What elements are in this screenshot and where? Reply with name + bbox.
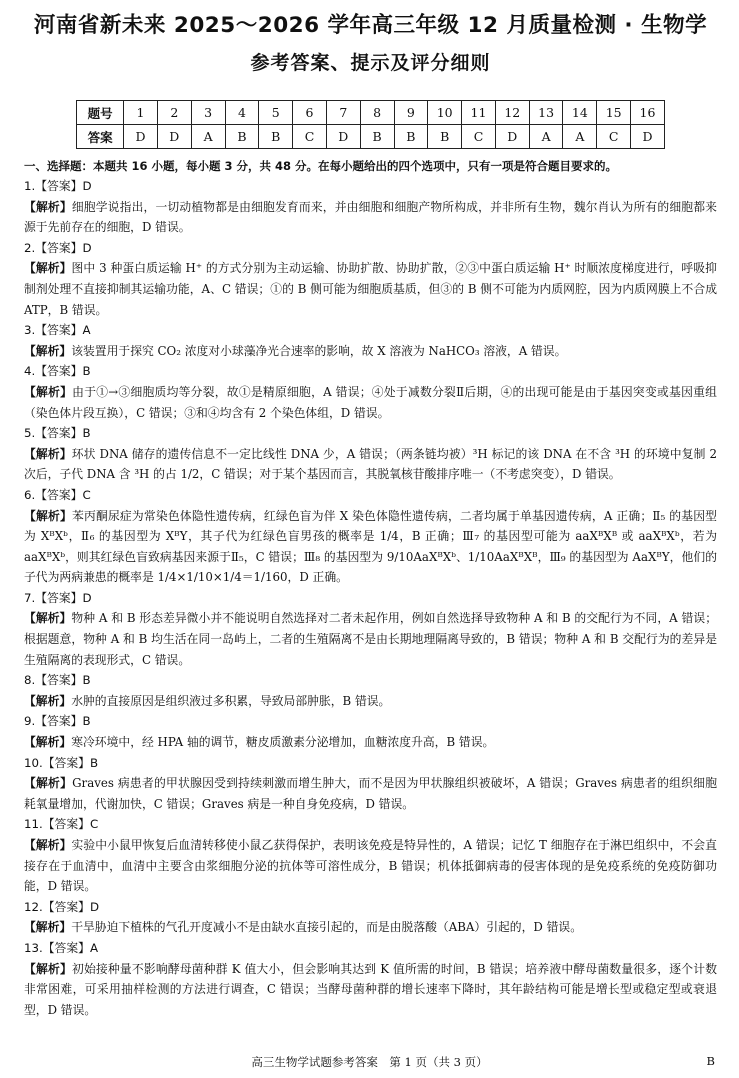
question-item [24, 485, 717, 588]
explanation-text: 实验中小鼠甲恢复后血清转移使小鼠乙获得保护，表明该免疫是特异性的，A 错误；记忆 T 细胞存在于淋巴组织中，不会直接存在于血清中，血清中主要含由浆细胞分泌的抗体等可溶性成分，B 错误；机体抵御病毒的侵害体现的是免疫系统的免疫防御功能，D 错误。 [24, 838, 717, 894]
answer-table-answer-row [77, 125, 665, 149]
explanation-label: 【解析】 [24, 961, 72, 976]
question-item [24, 176, 717, 238]
table-cell: B [360, 125, 394, 149]
table-cell: A [191, 125, 225, 149]
table-cell: 13 [529, 101, 563, 125]
table-cell: 9 [394, 101, 428, 125]
explanation [24, 835, 717, 897]
explanation-label: 【解析】 [24, 838, 72, 852]
table-cell: B [259, 125, 293, 149]
answer-line: 7.【答案】D [24, 590, 92, 605]
explanation-text: 由于①→③细胞质均等分裂，故①是精原细胞，A 错误；④处于减数分裂Ⅱ后期，④的出现可能是由于基因突变或基因重组（染色体片段互换），C 错误；③和④均含有 2 个染色体组，D 错误。 [24, 384, 717, 420]
explanation-label: 【解析】 [24, 920, 72, 935]
question-item [24, 588, 717, 670]
question-item [24, 938, 717, 1020]
explanation [24, 197, 717, 238]
table-cell: D [124, 125, 158, 149]
answer-line: 2.【答案】D [24, 240, 92, 255]
table-cell: C [597, 125, 631, 149]
answer-line: 8.【答案】B [24, 673, 91, 688]
question-item [24, 320, 717, 361]
table-cell: 16 [631, 101, 665, 125]
table-cell: 12 [495, 101, 529, 125]
explanation [24, 917, 717, 938]
answer-line: 11.【答案】C [24, 817, 99, 832]
answer-line: 3.【答案】A [24, 323, 91, 338]
table-cell: 7 [326, 101, 360, 125]
explanation-label: 【解析】 [24, 446, 72, 461]
question-item [24, 814, 717, 896]
table-cell: 6 [293, 101, 327, 125]
explanation [24, 608, 717, 670]
explanation-text: 物种 A 和 B 形态差异微小并不能说明自然选择对二者未起作用，例如自然选择导致物种 A 和 B 的交配行为不同，A 错误；根据题意，物种 A 和 B 均生活在同一岛屿上，二者的生殖隔离不是由长期地理隔离导致的，B 错误；物种 A 和 B 交配行为的差异是生殖隔离的表现形式，C 错误。 [24, 611, 717, 667]
question-item [24, 361, 717, 423]
table-cell: 3 [191, 101, 225, 125]
explanation-text: 图中 3 种蛋白质运输 H⁺ 的方式分别为主动运输、协助扩散、协助扩散，②③中蛋白质运输 H⁺ 时顺浓度梯度进行，呼吸抑制剂处理不直接抑制其运输功能，A、C 错误；①的 B 侧可能为细胞质基质，但③的 B 侧不可能为内质网腔，因为内质网膜上不合成 ATP，B 错误。 [24, 261, 717, 317]
explanation-label: 【解析】 [24, 261, 72, 276]
table-cell: D [495, 125, 529, 149]
question-list [24, 176, 717, 1020]
table-cell: 4 [225, 101, 259, 125]
question-item [24, 238, 717, 320]
table-cell: A [529, 125, 563, 149]
table-cell: D [326, 125, 360, 149]
table-cell: 11 [462, 101, 496, 125]
page-title: 河南省新未来 2025～2026 学年高三年级 12 月质量检测 · 生物学 [33, 13, 708, 38]
explanation-text: Graves 病患者的甲状腺因受到持续刺激而增生肿大，而不是因为甲状腺组织被破坏，A 错误；Graves 病患者的组织细胞耗氧量增加，代谢加快，C 错误；Graves 病是一种自身免疫病，D 错误。 [24, 776, 717, 811]
explanation-label: 【解析】 [24, 776, 73, 791]
answer-line: 5.【答案】B [24, 426, 91, 441]
explanation [24, 258, 717, 320]
table-cell: 2 [157, 101, 191, 125]
explanation [24, 382, 717, 423]
answer-line: 13.【答案】A [24, 940, 99, 955]
page-footer [0, 1054, 739, 1070]
explanation-text: 寒冷环境中，经 HPA 轴的调节，糖皮质激素分泌增加，血糖浓度升高，B 错误。 [71, 735, 495, 750]
explanation-label: 【解析】 [24, 343, 72, 358]
table-cell: B [394, 125, 428, 149]
table-cell: C [293, 125, 327, 149]
answer-line: 10.【答案】B [24, 755, 99, 770]
answer-table-number-row [77, 101, 665, 125]
question-item [24, 670, 717, 711]
explanation-label: 【解析】 [24, 199, 72, 214]
explanation-text: 干旱胁迫下植株的气孔开度减小不是由缺水直接引起的，而是由脱落酸（ABA）引起的，D 错误。 [71, 920, 582, 935]
table-cell: A [563, 125, 597, 149]
explanation-text: 环状 DNA 储存的遗传信息不一定比线性 DNA 少，A 错误；（两条链均被）³H 标记的该 DNA 在不含 ³H 的环境中复制 2 次后，子代 DNA 含 ³H 的占 1/2，C 错误；对于某个基因而言，其脱氧核苷酸排序唯一（不考虑突变），D 错误。 [24, 446, 717, 482]
explanation-text: 细胞学说指出，一切动植物都是由细胞发育而来，并由细胞和细胞产物所构成，并非所有生物，魏尔肖认为所有的细胞都来源于先前存在的细胞，D 错误。 [24, 199, 717, 235]
question-item [24, 753, 717, 815]
explanation [24, 773, 717, 814]
table-cell: 14 [563, 101, 597, 125]
explanation-label: 【解析】 [24, 735, 72, 750]
section-heading: 一、选择题：本题共 16 小题，每小题 3 分，共 48 分。在每小题给出的四个选项中，只有一项是符合题目要求的。 [24, 159, 618, 173]
explanation [24, 732, 717, 753]
explanation-label: 【解析】 [24, 611, 72, 626]
table-cell: 10 [428, 101, 462, 125]
table-cell: C [462, 125, 496, 149]
table-cell: D [157, 125, 191, 149]
explanation [24, 341, 717, 362]
table-cell: 1 [124, 101, 158, 125]
explanation-label: 【解析】 [24, 693, 72, 708]
explanation [24, 444, 717, 485]
explanation-text: 初始接种量不影响酵母菌种群 K 值大小，但会影响其达到 K 值所需的时间，B 错误；培养液中酵母菌数量很多，逐个计数非常困难，可采用抽样检测的方法进行调查，C 错误；当酵母菌种群的增长速率下降时，其年龄结构可能是增长型或稳定型或衰退型，D 错误。 [24, 961, 717, 1017]
footer-text: 高三生物学试题参考答案 第 1 页（共 3 页） [251, 1055, 488, 1069]
table-cell: 8 [360, 101, 394, 125]
question-item [24, 897, 717, 938]
row-label-answer: 答案 [77, 125, 124, 149]
answer-table [76, 100, 665, 149]
table-cell: 15 [597, 101, 631, 125]
table-cell: B [225, 125, 259, 149]
explanation [24, 691, 717, 712]
table-cell: B [428, 125, 462, 149]
footer-version-letter: B [706, 1054, 715, 1068]
question-item [24, 711, 717, 752]
explanation-text: 苯丙酮尿症为常染色体隐性遗传病，红绿色盲为伴 X 染色体隐性遗传病，二者均属于单基因遗传病，A 正确；Ⅱ₅ 的基因型为 XᴮXᵇ，Ⅱ₆ 的基因型为 XᴮY，其子代为红绿色盲男孩的概率是 1/4，B 正确；Ⅲ₇ 的基因型可能为 aaXᴮXᴮ 或 aaXᴮXᵇ，若为 aaXᴮXᵇ，则其红绿色盲致病基因来源于Ⅱ₅，C 错误；Ⅲ₈ 的基因型为 9/10AaXᴮXᵇ、1/10AaXᴮXᴮ，Ⅲ₉ 的基因型为 AaXᴮY，他们的子代为两病兼患的概率是 1/4×1/10×1/4＝1/160，D 正确。 [24, 508, 717, 585]
answer-line: 12.【答案】D [24, 899, 100, 914]
explanation [24, 959, 717, 1021]
page-subtitle: 参考答案、提示及评分细则 [250, 52, 491, 74]
explanation [24, 506, 717, 588]
answer-line: 4.【答案】B [24, 364, 91, 379]
table-cell: 5 [259, 101, 293, 125]
explanation-text: 水肿的直接原因是组织液过多积累，导致局部肿胀，B 错误。 [71, 693, 391, 708]
question-item [24, 423, 717, 485]
explanation-text: 该装置用于探究 CO₂ 浓度对小球藻净光合速率的影响，故 X 溶液为 NaHCO₃ 溶液，A 错误。 [71, 343, 567, 358]
row-label-number: 题号 [77, 101, 124, 125]
explanation-label: 【解析】 [24, 384, 73, 399]
answer-line: 6.【答案】C [24, 487, 91, 502]
explanation-label: 【解析】 [24, 508, 72, 523]
answer-line: 1.【答案】D [24, 179, 92, 193]
answer-line: 9.【答案】B [24, 714, 91, 729]
table-cell: D [631, 125, 665, 149]
